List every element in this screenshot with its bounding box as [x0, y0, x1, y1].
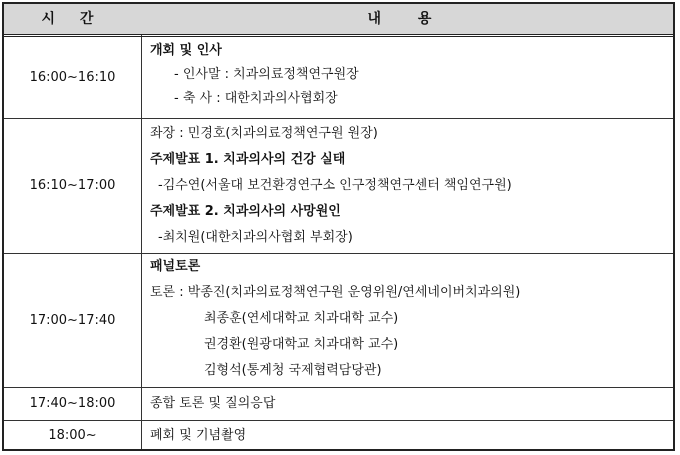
row-time: 16:00~16:10 [29, 70, 116, 85]
header-content: 내 용 [367, 11, 448, 27]
content-line: - 축 사 : 대한치과의사협회장 [174, 91, 338, 106]
content-line: -최치원(대한치과의사협회 부회장) [158, 230, 353, 245]
row-content [150, 421, 667, 450]
row-content [150, 39, 667, 111]
content-line: -김수연(서울대 보건환경연구소 인구정책연구센터 책임연구원) [158, 178, 512, 193]
row-content [150, 254, 667, 384]
content-line: 김형석(통계청 국제협력담당관) [204, 363, 382, 378]
session-title: 패널토론 [150, 259, 201, 274]
content-line: 최종훈(연세대학교 치과대학 교수) [204, 311, 399, 326]
table-row [4, 420, 673, 449]
content-line: - 인사말 : 치과의료정책연구원장 [174, 67, 359, 82]
table-row [4, 118, 673, 253]
schedule-table [2, 2, 675, 451]
presentation-title: 주제발표 1. 치과의사의 건강 실태 [150, 152, 346, 167]
content-line: 토론 : 박종진(치과의료정책연구원 운영위원/연세네이버치과의원) [150, 285, 521, 300]
content-line: 권경환(원광대학교 치과대학 교수) [204, 337, 399, 352]
header-time: 시 간 [41, 11, 104, 27]
row-time: 18:00~ [48, 428, 97, 443]
table-row [4, 34, 673, 118]
content-line: 좌장 : 민경호(치과의료정책연구원 원장) [150, 126, 378, 141]
row-content [150, 121, 667, 251]
content-line: 종합 토론 및 질의응답 [150, 396, 276, 411]
content-line: 폐회 및 기념촬영 [150, 428, 247, 443]
row-content [150, 388, 667, 420]
table-row [4, 253, 673, 387]
row-time: 16:10~17:00 [29, 178, 116, 193]
row-time: 17:00~17:40 [29, 313, 116, 328]
table-header [4, 4, 673, 34]
row-time: 17:40~18:00 [29, 396, 116, 411]
presentation-title: 주제발표 2. 치과의사의 사망원인 [150, 204, 341, 219]
table-row [4, 387, 673, 420]
session-title: 개회 및 인사 [150, 43, 222, 58]
